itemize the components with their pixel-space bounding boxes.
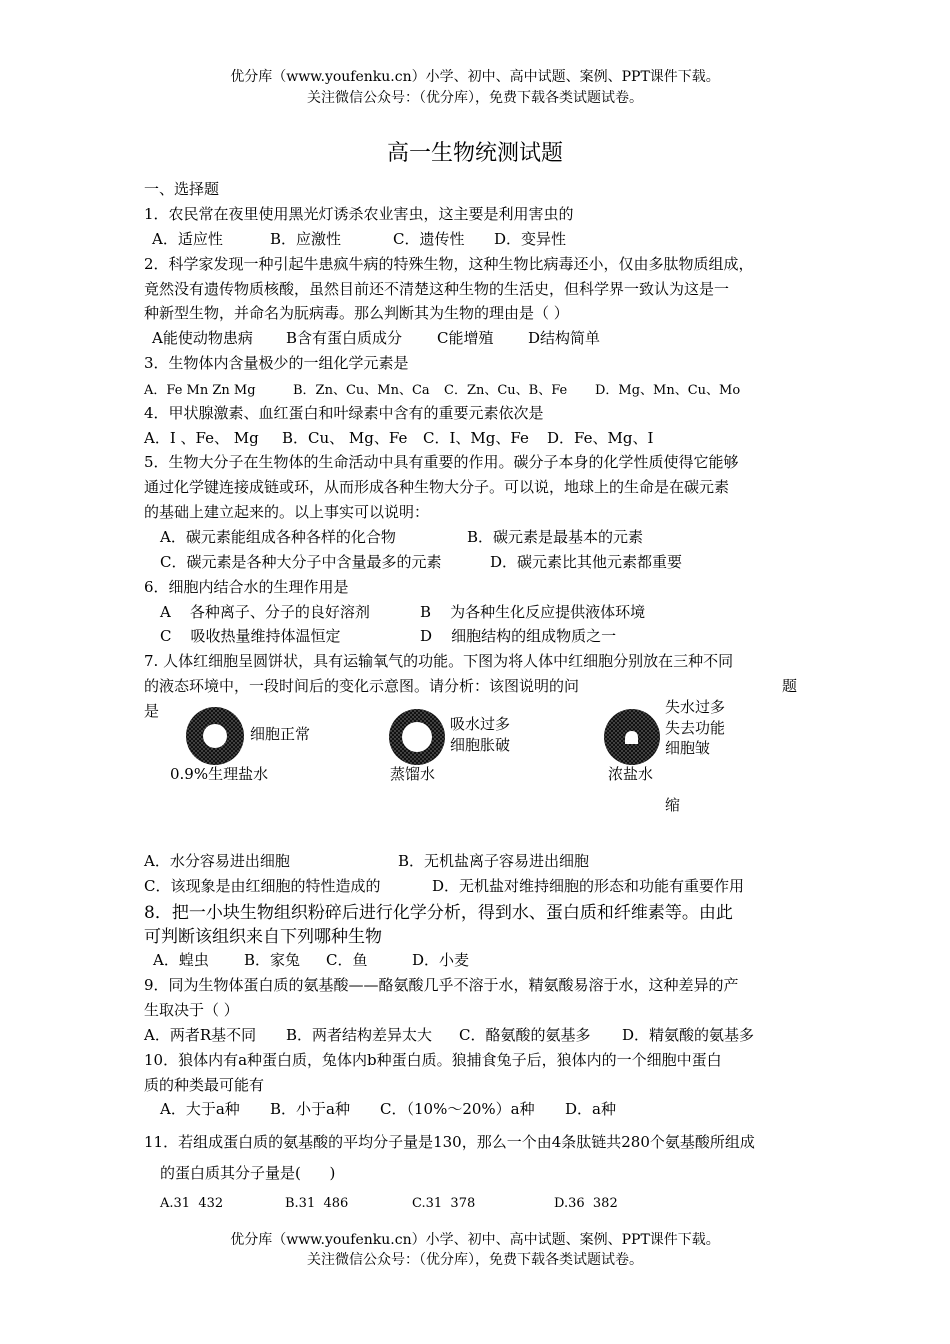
cell-normal-image <box>185 706 245 766</box>
cell3-desc-3: 细胞皱 <box>665 739 711 757</box>
q10-line-1: 10．狼体内有a种蛋白质，兔体内b种蛋白质。狼捕食兔子后，狼体内的一个细胞中蛋白 <box>144 1051 722 1069</box>
q3-option-a: A．Fe Mn Zn Mg <box>144 383 256 398</box>
q1-option-a: A．适应性 <box>152 230 223 248</box>
q4-option-a: A．I 、Fe、 Mg <box>144 429 259 447</box>
q8-line-1: 8．把一小块生物组织粉碎后进行化学分析，得到水、蛋白质和纤维素等。由此 <box>144 903 733 923</box>
cell-swollen-image <box>388 708 446 766</box>
q11-option-d: D.36 382 <box>554 1196 618 1211</box>
section-heading: 一、选择题 <box>144 180 220 198</box>
q5-line-1: 5．生物大分子在生物体的生命活动中具有重要的作用。碳分子本身的化学性质使得它能够 <box>144 453 739 471</box>
q2-option-d: D结构简单 <box>528 329 601 347</box>
q2-option-c: C能增殖 <box>437 329 494 347</box>
q2-line-1: 2．科学家发现一种引起牛患疯牛病的特殊生物，这种生物比病毒还小，仅由多肽物质组成， <box>144 255 754 273</box>
q10-option-b: B．小于a种 <box>270 1100 350 1118</box>
q3-option-c: C．Zn、Cu、B、Fe <box>444 383 568 398</box>
cell-shrunken-image <box>603 708 661 766</box>
q7-option-a: A．水分容易进出细胞 <box>144 852 290 870</box>
q9-line-1: 9．同为生物体蛋白质的氨基酸——酪氨酸几乎不溶于水，精氨酸易溶于水，这种差异的产 <box>144 976 739 994</box>
q2-line-3: 种新型生物，并命名为朊病毒。那么判断其为生物的理由是（ ） <box>144 304 569 322</box>
q3-stem: 3．生物体内含量极少的一组化学元素是 <box>144 354 409 372</box>
q4-stem: 4．甲状腺激素、血红蛋白和叶绿素中含有的重要元素依次是 <box>144 404 544 422</box>
q1-option-c: C．遗传性 <box>393 230 465 248</box>
header-line-1: 优分库（www.youfenku.cn）小学、初中、高中试题、案例、PPT课件下载。 <box>230 69 720 85</box>
header-line-2: 关注微信公众号：（优分库），免费下载各类试题试卷。 <box>307 90 643 106</box>
q11-line-2: 的蛋白质其分子量是( ) <box>160 1164 336 1182</box>
q10-option-a: A．大于a种 <box>160 1100 240 1118</box>
q9-line-2: 生取决于（ ） <box>144 1001 239 1019</box>
q11-option-c: C.31 378 <box>412 1196 476 1211</box>
cell2-desc-2: 细胞胀破 <box>450 736 511 754</box>
q9-option-b: B．两者结构差异太大 <box>286 1026 433 1044</box>
cell2-env: 蒸馏水 <box>390 765 436 783</box>
q3-option-d: D．Mg、Mn、Cu、Mo <box>595 383 741 398</box>
q7-line-1: 7. 人体红细胞呈圆饼状，具有运输氧气的功能。下图为将人体中红细胞分别放在三种不同 <box>144 652 734 670</box>
footer-line-2: 关注微信公众号：（优分库），免费下载各类试题试卷。 <box>307 1252 643 1268</box>
q10-option-d: D．a种 <box>565 1100 616 1118</box>
footer-line-1: 优分库（www.youfenku.cn）小学、初中、高中试题、案例、PPT课件下载。 <box>230 1232 720 1248</box>
q5-option-b: B．碳元素是最基本的元素 <box>467 528 644 546</box>
q6-stem: 6．细胞内结合水的生理作用是 <box>144 578 349 596</box>
q4-option-c: C．I、Mg、Fe <box>423 429 529 447</box>
q3-option-b: B．Zn、Cu、Mn、Ca <box>293 383 430 398</box>
q5-option-c: C．碳元素是各种大分子中含量最多的元素 <box>160 553 442 571</box>
q6-option-b: B 为各种生化反应提供液体环境 <box>420 603 646 621</box>
q1-stem: 1．农民常在夜里使用黑光灯诱杀农业害虫，这主要是利用害虫的 <box>144 205 574 223</box>
q8-line-2: 可判断该组织来自下列哪种生物 <box>144 927 382 947</box>
q5-option-d: D．碳元素比其他元素都重要 <box>490 553 683 571</box>
q10-line-2: 质的种类最可能有 <box>144 1076 265 1094</box>
q1-option-d: D．变异性 <box>494 230 567 248</box>
cell2-desc-1: 吸水过多 <box>450 715 511 733</box>
q10-option-c: C．（10%～20%）a种 <box>380 1100 535 1118</box>
q7-option-c: C．该现象是由红细胞的特性造成的 <box>144 877 381 895</box>
q5-option-a: A．碳元素能组成各种各样的化合物 <box>160 528 396 546</box>
cell1-desc: 细胞正常 <box>250 725 311 743</box>
q2-option-a: A能使动物患病 <box>152 329 253 347</box>
q4-option-d: D．Fe、Mg、I <box>547 429 654 447</box>
q5-line-2: 通过化学键连接成链或环，从而形成各种生物大分子。可以说，地球上的生命是在碳元素 <box>144 478 730 496</box>
cell3-env: 浓盐水 <box>608 765 654 783</box>
cell3-desc-1: 失水过多 <box>665 698 726 716</box>
cell3-desc-2: 失去功能 <box>665 719 726 737</box>
q9-option-a: A．两者R基不同 <box>144 1026 257 1044</box>
q6-option-c: C 吸收热量维持体温恒定 <box>160 627 341 645</box>
q6-option-a: A 各种离子、分子的良好溶剂 <box>160 603 370 621</box>
q11-option-b: B.31 486 <box>285 1196 349 1211</box>
q9-option-c: C．酪氨酸的氨基多 <box>459 1026 591 1044</box>
q8-option-b: B．家兔 <box>244 951 301 969</box>
q7-option-d: D．无机盐对维持细胞的形态和功能有重要作用 <box>432 877 745 895</box>
q9-option-d: D．精氨酸的氨基多 <box>622 1026 755 1044</box>
q11-line-1: 11．若组成蛋白质的氨基酸的平均分子量是130，那么一个由4条肽链共280个氨基酸所组成 <box>144 1133 755 1151</box>
q7-line-2a: 的液态环境中，一段时间后的变化示意图。请分析：该图说明的问 <box>144 677 580 695</box>
q6-option-d: D 细胞结构的组成物质之一 <box>420 627 617 645</box>
cell1-env: 0.9%生理盐水 <box>170 765 269 783</box>
cell3-desc-4: 缩 <box>665 796 681 814</box>
page-title: 高一生物统测试题 <box>386 141 563 166</box>
q4-option-b: B．Cu、 Mg、Fe <box>282 429 408 447</box>
q7-option-b: B．无机盐离子容易进出细胞 <box>398 852 590 870</box>
q11-option-a: A.31 432 <box>160 1196 224 1211</box>
q8-option-c: C．鱼 <box>326 951 368 969</box>
q8-option-a: A．蝗虫 <box>153 951 209 969</box>
q8-option-d: D．小麦 <box>412 951 470 969</box>
q7-line-3: 是 <box>144 702 160 720</box>
q2-line-2: 竟然没有遗传物质核酸，虽然目前还不清楚这种生物的生活史，但科学界一致认为这是一 <box>144 280 730 298</box>
q2-option-b: B含有蛋白质成分 <box>286 329 403 347</box>
q7-line-2b: 题 <box>782 677 798 695</box>
q5-line-3: 的基础上建立起来的。以上事实可以说明： <box>144 503 430 521</box>
q1-option-b: B．应激性 <box>270 230 342 248</box>
